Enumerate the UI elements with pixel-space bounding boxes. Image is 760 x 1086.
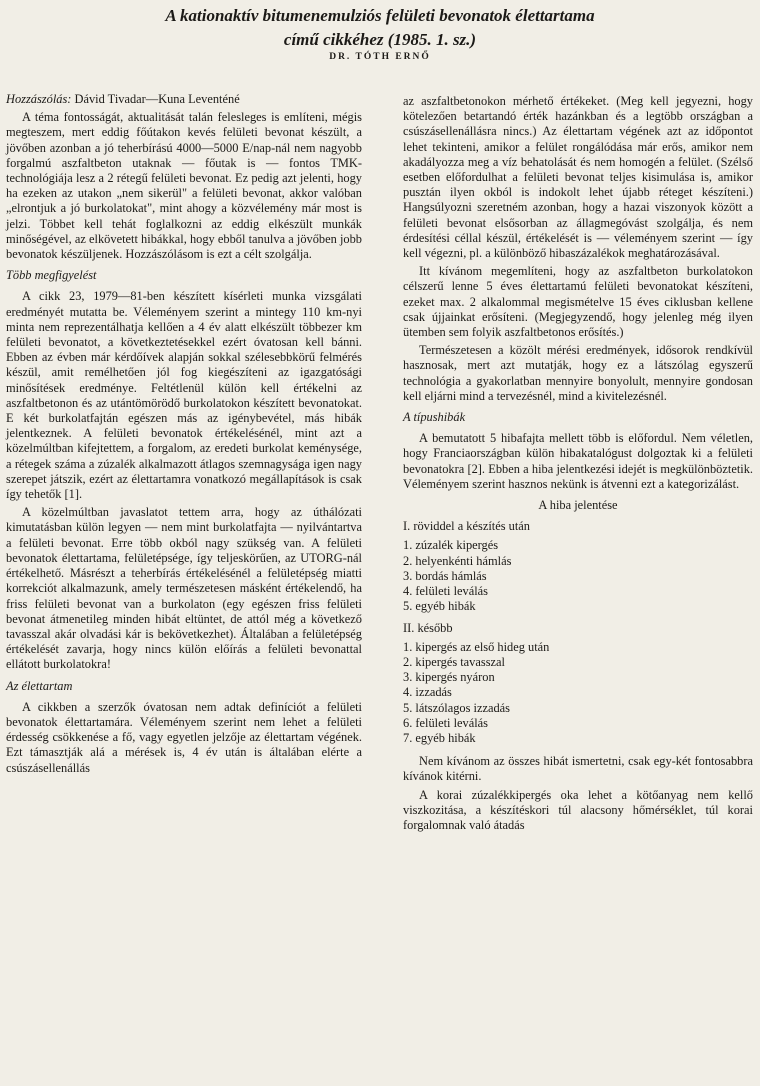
title-line-2: című cikkéhez (1985. 1. sz.): [283, 30, 477, 49]
right-column: [403, 94, 753, 1084]
section-heading-tobb: Több megfigyelést: [6, 268, 97, 283]
paragraph: Természetesen a közölt mérési eredmények, idősorok rendkívül hasznosak, mert azt mutatják, hogy ez a látszólag egyszerű technológia a gyakorlatban mennyire bonyolult, mennyire gondosan kell eljárni mind a tervezésnél, mind a kivitelezésnél.: [403, 343, 753, 403]
intro-names: Dávid Tivadar—Kuna Leventéné: [74, 92, 240, 106]
paragraph: A cikk 23, 1979—81-ben készített kísérleti munka vizsgálati eredményét mutatta be. Véleményem szerint a mintegy 110 km-nyi minta nem reprezentálhatja kellően a 4 év alatt elkészült többezer km felületi bevonatot, a következtetésekkel ezért óvatosan kell bánni. Ebben az évben már kérdőívek alapján sokkal szélesebbkörű felmérés készül, amit remélhetően jól fog kiegészíteni az igazgatósági minősítések eredménye. Feltétlenül külön kell értékelni az aszfaltbetonon és az utántömörödő burkolatokon készített bevonatokat. E két burkolatfajtán egészen más az igénybevétel, más hibák jelentkeznek. A felületi bevonatok értékelésénél, mint azt a közelmúltban kifejtettem, a forgalom, az eredeti burkolat keménysége, a rétegek száma a zúzalék alkalmazott átlagos szemnagysága igen nagy szerepet játszik, ezért az élettartamra vonatkozó megállapítások is csak így tehetők [1].: [6, 289, 362, 502]
list-item: 5. egyéb hibák: [403, 599, 476, 614]
list-item: 3. bordás hámlás: [403, 568, 487, 583]
list-item: 2. kipergés tavasszal: [403, 654, 505, 669]
intro-line: [6, 92, 362, 107]
defect-group-2-title: II. később: [403, 620, 453, 635]
list-item: 1. zúzalék kipergés: [403, 538, 499, 553]
defect-group-1-title: I. röviddel a készítés után: [403, 519, 530, 534]
defect-list-1: [403, 538, 753, 614]
list-item: 2. helyenkénti hámlás: [403, 553, 512, 568]
list-item: 4. izzadás: [403, 685, 452, 700]
section-heading-tipus: A típushibák: [403, 410, 466, 425]
list-item: 5. látszólagos izzadás: [403, 700, 511, 715]
paragraph: A közelmúltban javaslatot tettem arra, hogy az úthálózati kimutatásban külön legyen — nem mint burkolatfajta — nyilvántartva a felületi bevonat. Erre több okból nagy szükség van. A felületi bevonatok élettartama, felületépsége, így teljeskörűen, az UTORG-nál értékelhető. Másrészt a teherbírás értékelésénél a felületépség miatti korrekciót alkalmazunk, amely természetesen másként értékelendő, ha friss felületi bevonat van a burkolaton (egy egészen friss felületi bevonat átmenetileg minden hibát eltüntet, de attól még a következő tavasszal akár olvadási kár is bekövetkezhet). Általában a felületépség értékelését zavarja, hogy nincs külön előírás a felületi bevonattal ellátott burkolatokra!: [6, 505, 362, 672]
intro-label: Hozzászólás:: [6, 92, 72, 106]
paragraph: A téma fontosságát, aktualitását talán felesleges is említeni, mégis megteszem, mert eddig főútakon kevés felületi bevonat készült, a jövőben azonban a jó teherbírású 4000—5000 E/nap-nál nem nagyobb forgalmú aszfaltbeton utaknak — főutak is — fontos TMK-technológiája lesz a 2 rétegű felületi bevonat. Ez pedig azt jelenti, hogy ha ezeken az utakon „nem sikerül" a felületi bevonat, akkor valóban „elrontjuk a jó burkolatokat", mint ahogy a közvélemény már most is jelzi. Többet kell tehát foglalkozni az eddig elkészült munkák minőségével, az elkövetett hibákkal, hogy ebből tanulva a jövőben jobb bevonatok készüljenek. Hozzászólásom is ezt a célt szolgálja.: [6, 110, 362, 262]
list-item: 6. felületi leválás: [403, 715, 488, 730]
list-item: 1. kipergés az első hideg után: [403, 639, 550, 654]
left-column: [6, 92, 362, 1082]
paragraph: Itt kívánom megemlíteni, hogy az aszfaltbeton burkolatokon célszerű lenne 5 éves élettartamú felületi bevonatokat készíteni, ezeket max. 2 alkalommal megismételve 15 éves ciklusban kellene csak újjainkat erősíteni. (Megjegyzendő, hogy jelenleg még ilyen ütemben sem folyik aszfaltbetonos erősítés.): [403, 264, 753, 340]
list-item: 4. felületi leválás: [403, 584, 488, 599]
paragraph: A korai zúzalékkipergés oka lehet a kötőanyag nem kellő viszkozitása, a készítéskori túl alacsony hőmérséklet, túl korai forgalomnak való átadás: [403, 787, 753, 832]
title-line-1: A kationaktív bitumenemulziós felületi bevonatok élettartama: [165, 6, 595, 25]
article-title: [0, 4, 760, 52]
paragraph: A cikkben a szerzők óvatosan nem adtak definíciót a felületi bevonatok élettartamára. Véleményem szerint nem lehet a felületi érdesség csökkenése a fő, vagy egyetlen jelzője az élettartam végének. Ezt támasztják alá a mérések is, 4 év után is általában elérte a csúszásellenállás: [6, 699, 362, 775]
defect-list-2: [403, 640, 753, 746]
paragraph: az aszfaltbetonokon mérhető értékeket. (Meg kell jegyezni, hogy kötelezően betartandó érték hazánkban és a legtöbb országban a csúszásellenállásra nincs.) Az élettartam végének azt az időpontot lehet tekinteni, amikor a felület rongálódása már erős, amikor nem akadályozza meg a víz behatolását és nem homogén a felület. (Szélső esetben előfordulhat a felületi bevonat teljes kisimulása is, amikor pusztán ilyen okból is indokolt lehet újabb réteget készíteni.) Hangsúlyozni szeretném azonban, hogy a hazai viszonyok között a felületi bevonat elsősorban az állagmegóvást szolgálja, és nem érdesítési céllal készül, értékelését is — véleményem szerint — így kell végezni, pl. a különböző hibaszázalékok meghatározásával.: [403, 94, 753, 261]
list-item: 3. kipergés nyáron: [403, 670, 495, 685]
section-heading-elettartam: Az élettartam: [6, 678, 73, 693]
paragraph: A bemutatott 5 hibafajta mellett több is előfordul. Nem véletlen, hogy Franciaországban külön hibakatalógust dolgoztak ki a felületi bevonatokra [2]. Ebben a hiba jelentkezési idejét is megkülönböztetik. Véleményem szerint hasznos nekünk is átvenni ezt a kategorizálást.: [403, 431, 753, 491]
list-item: 7. egyéb hibák: [403, 730, 476, 745]
author-byline: DR. TÓTH ERNŐ: [329, 52, 431, 62]
table-heading: A hiba jelentése: [538, 498, 618, 513]
paragraph: Nem kívánom az összes hibát ismertetni, csak egy-két fontosabbra kívánok kitérni.: [403, 754, 753, 784]
